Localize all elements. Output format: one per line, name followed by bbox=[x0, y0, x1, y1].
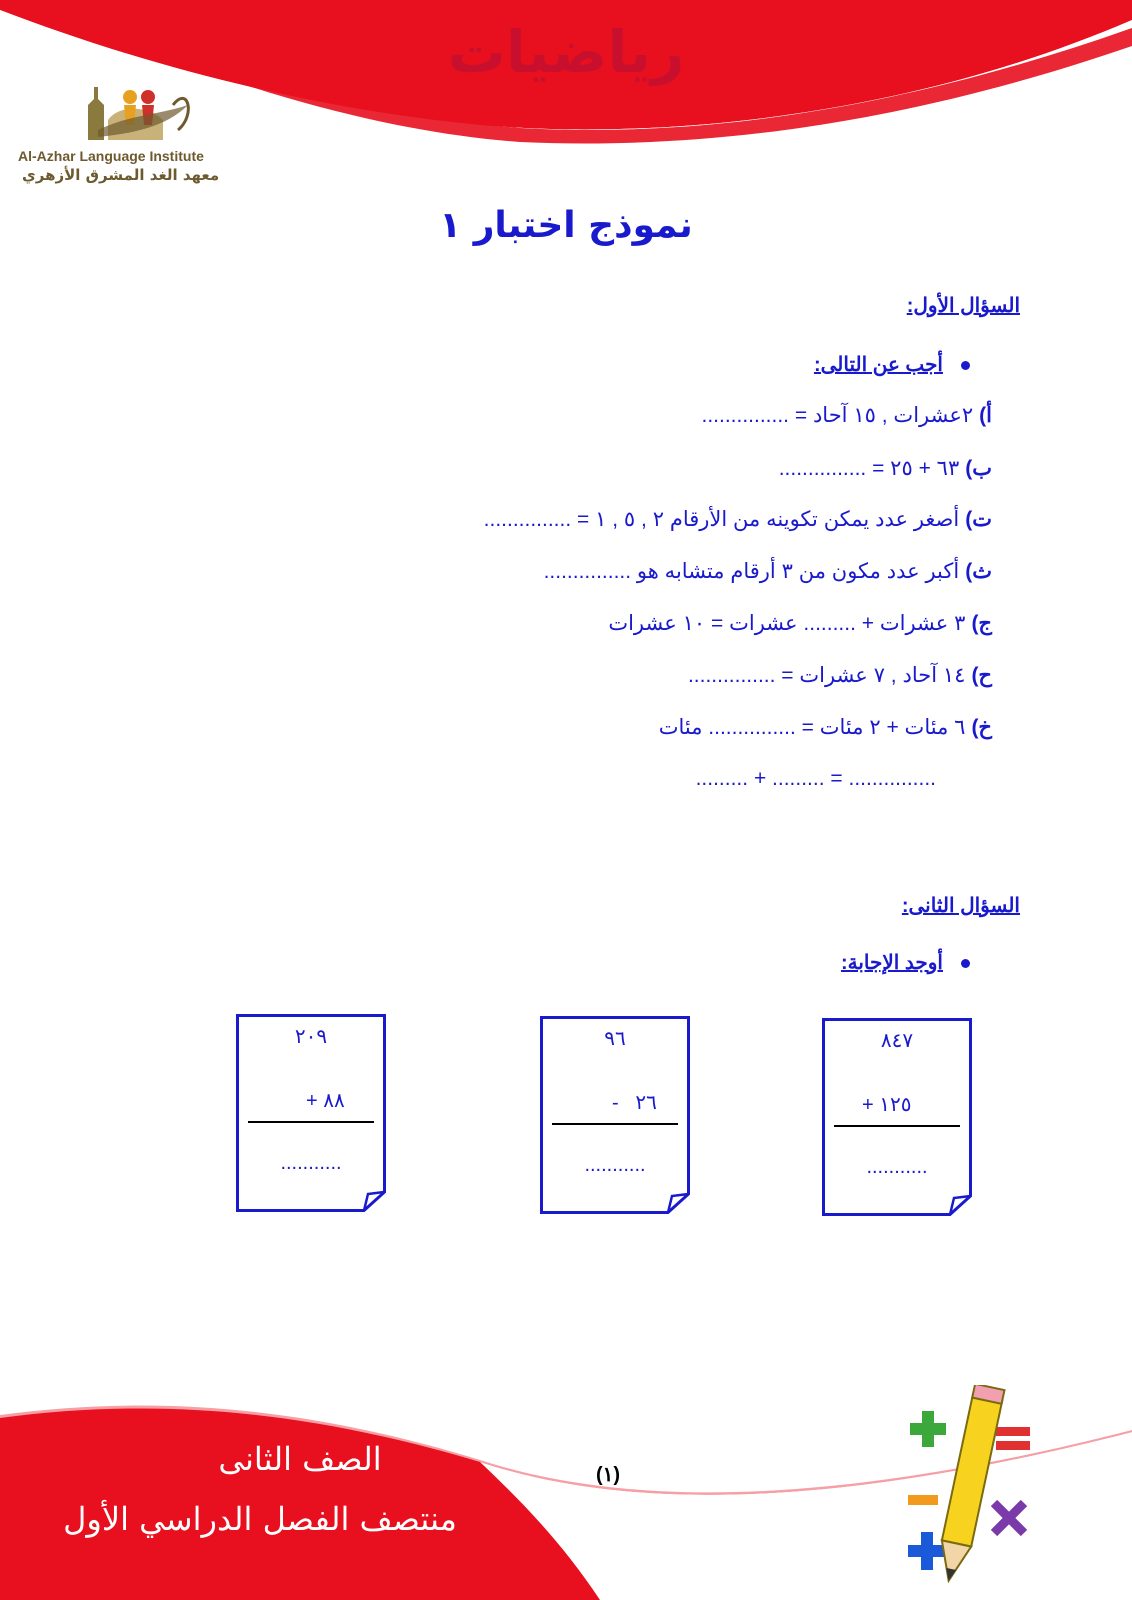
calc-card bbox=[822, 1018, 972, 1216]
card-top-number: ٩٦ bbox=[604, 1028, 626, 1050]
item-label: ب) bbox=[965, 457, 992, 480]
item-label: ث) bbox=[965, 560, 992, 583]
question-item bbox=[688, 663, 992, 688]
item-label: ج) bbox=[971, 612, 992, 635]
footer-term: منتصف الفصل الدراسي الأول bbox=[63, 1500, 457, 1538]
card-operator: - bbox=[612, 1092, 619, 1114]
card-operator: + bbox=[306, 1090, 318, 1112]
question-item bbox=[702, 403, 993, 428]
item-label: خ) bbox=[971, 716, 992, 739]
question1-instruction-text: أجب عن التالى: bbox=[813, 354, 943, 376]
card-answer: ........... bbox=[584, 1154, 646, 1176]
exam-title: نموذج اختبار ١ bbox=[439, 205, 693, 246]
item-text: ٦ مئات + ٢ مئات = ............... مئات bbox=[658, 716, 966, 739]
question-item bbox=[544, 559, 992, 584]
item-text: ٦٣ + ٢٥ = ............... bbox=[778, 457, 960, 480]
question-item bbox=[608, 611, 992, 636]
bullet-icon bbox=[961, 361, 970, 370]
logo-text-ar: معهد الغد المشرق الأزهري bbox=[22, 166, 220, 184]
bullet-icon bbox=[961, 959, 970, 968]
footer-grade: الصف الثانى bbox=[218, 1440, 382, 1478]
card-answer: ........... bbox=[280, 1152, 342, 1174]
card-top-number: ٢٠٩ bbox=[294, 1026, 328, 1048]
card-bottom-number: ١٢٥ bbox=[879, 1094, 912, 1116]
item-text: أكبر عدد مكون من ٣ أرقام متشابه هو ............... bbox=[543, 560, 960, 583]
math-pencil-icon bbox=[900, 1385, 1040, 1595]
item-label: أ) bbox=[979, 404, 992, 427]
card-top-number: ٨٤٧ bbox=[880, 1030, 914, 1052]
logo-text-en: Al-Azhar Language Institute bbox=[18, 148, 204, 164]
item-text: أصغر عدد يمكن تكوينه من الأرقام ٢ , ٥ , ١ = ............... bbox=[483, 508, 960, 531]
question1-heading: السؤال الأول: bbox=[906, 295, 1020, 317]
card-bottom-row bbox=[306, 1088, 345, 1113]
item-text: ١٤ آحاد , ٧ عشرات = ............... bbox=[687, 664, 966, 687]
item-text: ٢عشرات , ١٥ آحاد = ............... bbox=[701, 404, 974, 427]
card-answer: ........... bbox=[866, 1156, 928, 1178]
question2-heading: السؤال الثانى: bbox=[901, 895, 1020, 917]
card-bottom-row bbox=[612, 1090, 657, 1115]
card-operator: + bbox=[862, 1094, 874, 1116]
question-item bbox=[659, 715, 992, 740]
question-item bbox=[484, 507, 992, 532]
institute-logo-icon bbox=[78, 75, 198, 145]
question1-instruction bbox=[814, 352, 970, 377]
item-text: ٣ عشرات + ......... عشرات = ١٠ عشرات bbox=[608, 612, 966, 635]
card-bottom-row bbox=[862, 1092, 911, 1117]
calc-card bbox=[236, 1014, 386, 1212]
item-label: ت) bbox=[965, 508, 992, 531]
calc-card bbox=[540, 1016, 690, 1214]
item-label: ح) bbox=[971, 664, 992, 687]
question2-instruction-text: أوجد الإجابة: bbox=[840, 952, 943, 974]
question2-instruction bbox=[841, 950, 970, 975]
page-number: (١) bbox=[595, 1464, 621, 1486]
subject-title: رياضيات bbox=[447, 18, 685, 86]
card-bottom-number: ٨٨ bbox=[323, 1090, 345, 1112]
card-bottom-number: ٢٦ bbox=[635, 1092, 657, 1114]
question-extra-line: ......... + ......... = ............... bbox=[695, 767, 936, 790]
question-item bbox=[779, 456, 992, 481]
